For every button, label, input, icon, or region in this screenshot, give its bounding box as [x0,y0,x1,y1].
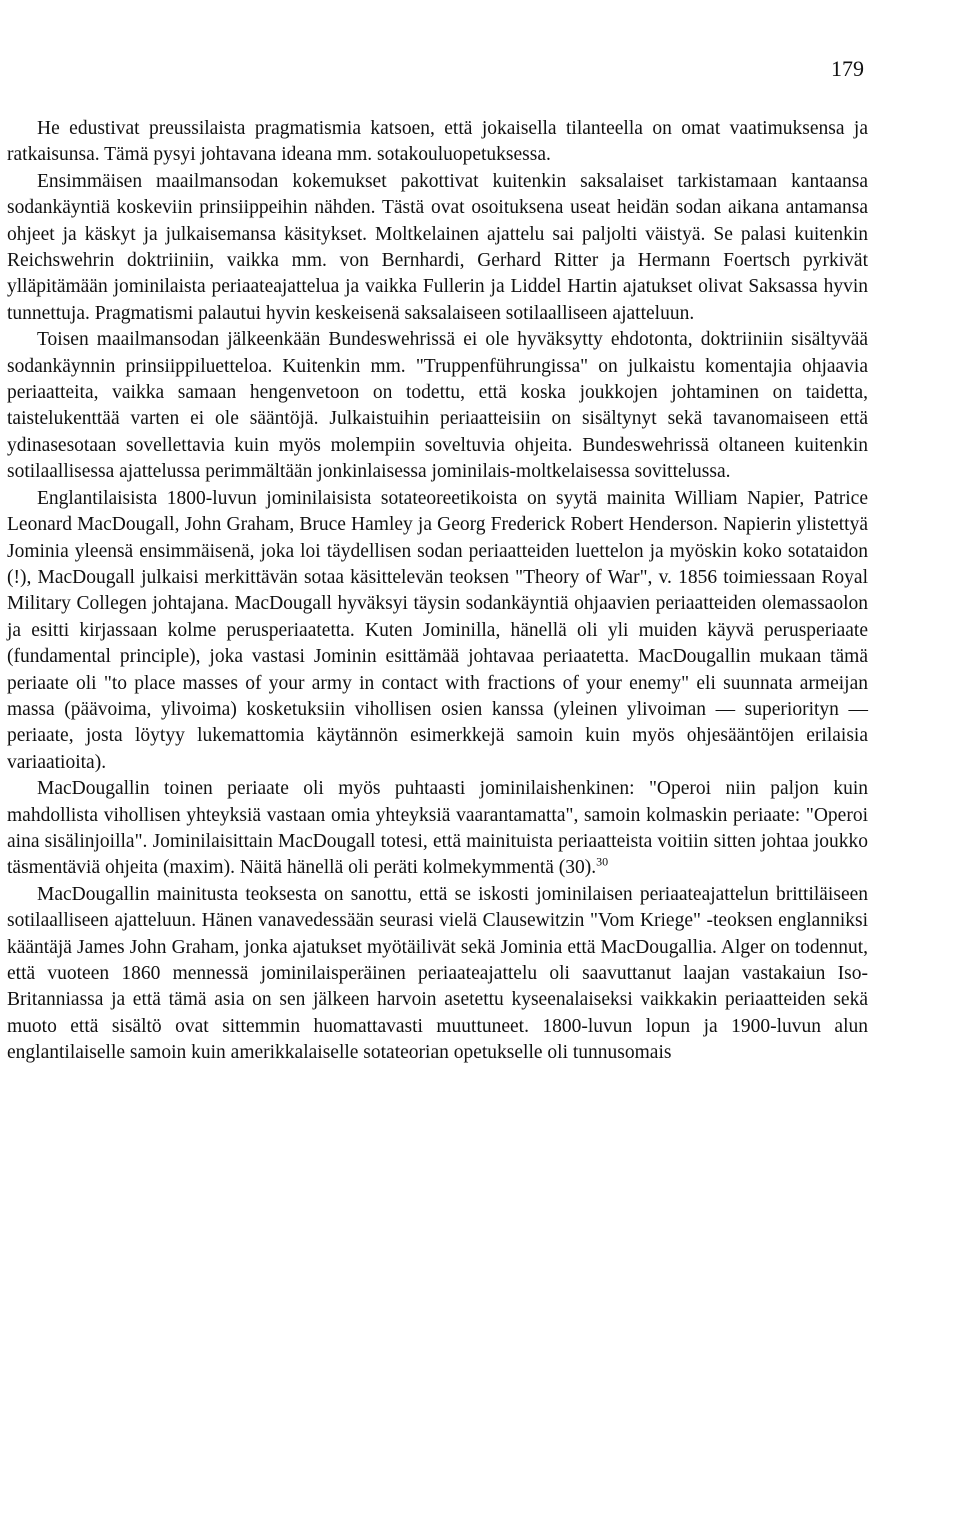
paragraph-3: Toisen maailmansodan jälkeenkään Bundeswehrissä ei ole hyväksytty ehdotonta, doktriiniin sisältyvää sodankäynnin prinsiippiluetteloa. Kuitenkin mm. "Truppenführungissa" on julkaistu komentajia ohjaavia periaatteita, vaikka samaan hengenvetoon on todettu, että koska joukkojen johtaminen on taidetta, taistelukenttää varten ei ole sääntöjä. Julkaistuihin periaatteisiin on sisältynyt sekä tavanomaiseen että ydinasesotaan sovellettavia kuin myös molempiin soveltuvia ohjeita. Bundeswehrissä oltaneen kuitenkin sotilaallisessa ajattelussa perimmältään jonkinlaisessa jominilais-moltkelaisessa sovittelussa. [7,329,868,483]
paragraph-1: He edustivat preussilaista pragmatismia katsoen, että jokaisella tilanteella on omat vaatimuksensa ja ratkaisunsa. Tämä pysyi johtavana ideana mm. sotakouluopetuksessa. [7,118,868,166]
paragraph-5-text: MacDougallin toinen periaate oli myös puhtaasti jominilaishenkinen: "Operoi niin paljon kuin mahdollista vihollisen yhteyksiä vastaan omia yhteyksiä vaarantamatta", samoin kolmaskin periaate: "Operoi aina sisälinjoilla". Jominilaisittain MacDougall totesi, että mainituista periaatteista voitiin sitten johtaa joukko täsmentäviä ohjeita (maxim). Näitä hänellä oli peräti kolmekymmentä (30). [7,778,868,879]
paragraph-5 [7,776,868,882]
paragraph-4: Englantilaisista 1800-luvun jominilaisista sotateoreetikoista on syytä mainita William Napier, Patrice Leonard MacDougall, John Graham, Bruce Hamley ja Georg Frederick Robert Henderson. Napierin ylistettyä Jominia yleensä ensimmäisenä, joka loi täydellisen sodan periaatteiden luettelon ja myöskin koko sotataidon (!), MacDougall julkaisi merkittävän sotaa käsittelevän teoksen "Theory of War", v. 1856 toimiessaan Royal Military Collegen johtajana. MacDougall hyväksyi täysin sodankäyntiä ohjaavien periaatteiden olemassaolon ja esitti kirjassaan kolme perusperiaatetta. Kuten Jominilla, hänellä oli yli muiden käyvä perusperiaate (fundamental principle), joka vastasi Jominin esittämää johtavaa periaatetta. MacDougallin mukaan tämä periaate oli "to place masses of your army in contact with fractions of your enemy" eli suunnata armeijan massa (päävoima, ylivoima) kosketuksiin vihollisen osien kanssa (yleinen ylivoiman — superiorityn — periaate, josta löytyy lukemattomia käytännön esimerkkejä samoin kuin myös ohjesääntöjen erilaisia variaatioita). [7,487,868,773]
paragraph-2: Ensimmäisen maailmansodan kokemukset pakottivat kuitenkin saksalaiset tarkistamaan kantaansa sodankäyntiä koskeviin prinsiippeihin nähden. Tästä ovat osoituksena useat heidän sodan aikana antamansa ohjeet ja käskyt ja julkaisemansa käsitykset. Moltkelainen ajattelu sai paljolti väistyä. Se palasi kuitenkin Reichswehrin doktriiniin, vaikka mm. von Bernhardi, Gerhard Ritter ja Hermann Foertsch pyrkivät ylläpitämään jominilaista periaateajattelua ja vaikka Fullerin ja Liddel Hartin ajatukset olivat Saksassa hyvin tunnettuja. Pragmatismi palautui hyvin keskeisenä saksalaiseen sotilaalliseen ajatteluun. [7,170,868,324]
footnote-reference[interactable]: 30 [596,854,609,869]
body-text [7,116,868,1067]
paragraph-6: MacDougallin mainitusta teoksesta on sanottu, että se iskosti jominilaisen periaateajattelun brittiläiseen sotilaalliseen ajatteluun. Hänen vanavedessään seurasi vielä Clausewitzin "Vom Kriege" -teoksen englanniksi kääntäjä James John Graham, jonka ajatukset myötäilivät sekä Jominia että MacDougallia. Alger on todennut, että vuoteen 1860 mennessä jominilaisperäinen periaateajattelu oli saavuttanut laajan vastakaiun Iso-Britanniassa ja että tämä asia on sen jälkeen harvoin asetettu kyseenalaiseksi vaikkakin periaatteiden sekä muoto että sisältö ovat sittemmin huomattavasti muuttuneet. 1800-luvun lopun ja 1900-luvun alun englantilaiselle samoin kuin amerikkalaiselle sotateorian opetukselle oli tunnusomais [7,883,868,1064]
page-number: 179 [831,56,864,81]
